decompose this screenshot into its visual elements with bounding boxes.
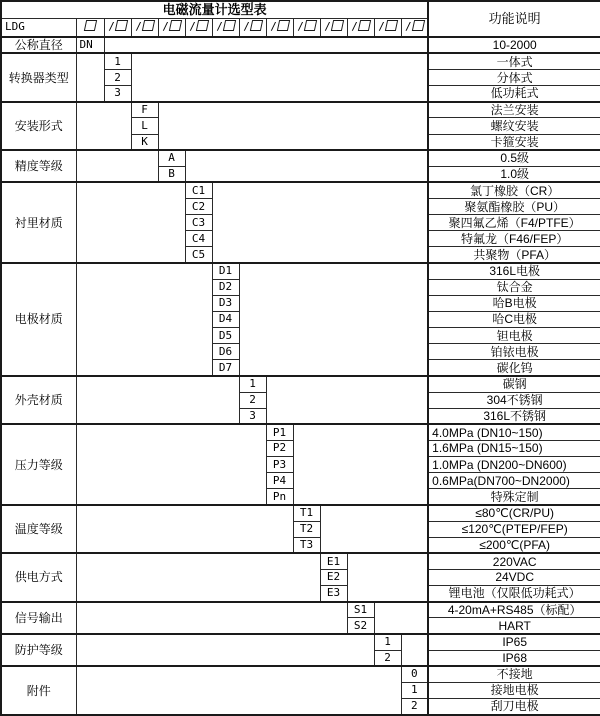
code-box-icon	[223, 20, 236, 31]
desc-cell: 24VDC	[428, 569, 600, 585]
code-cell: T2	[293, 521, 320, 537]
code-cell: T3	[293, 537, 320, 553]
desc-cell: 哈C电极	[428, 311, 600, 327]
desc-cell: 1.0级	[428, 166, 600, 182]
desc-column-header: 功能说明	[428, 1, 600, 37]
code-cell: B	[158, 166, 185, 182]
desc-cell: 聚四氟乙烯（F4/PTFE）	[428, 215, 600, 231]
desc-cell: 特殊定制	[428, 489, 600, 505]
code-cell: 2	[374, 650, 401, 666]
code-cell: E1	[320, 553, 347, 569]
code-cell: C2	[185, 199, 212, 215]
spacer-cell	[76, 53, 104, 101]
code-cell: 0	[401, 666, 428, 682]
desc-cell: 4.0MPa (DN10~150)	[428, 424, 600, 440]
page-title: 电磁流量计选型表	[1, 1, 428, 18]
group-label-installation-form: 安装形式	[1, 102, 76, 150]
spacer-cell	[76, 263, 212, 376]
table-row-installation-form	[1, 102, 600, 118]
spacer-cell	[401, 634, 428, 666]
spacer-cell	[76, 666, 401, 715]
table-row-converter-type	[1, 53, 600, 69]
code-cell: P3	[266, 457, 293, 473]
desc-cell: ≤80℃(CR/PU)	[428, 505, 600, 521]
model-slot-box: /	[320, 18, 347, 37]
desc-cell: 220VAC	[428, 553, 600, 569]
spacer-cell	[76, 505, 293, 553]
spacer-cell	[76, 553, 320, 601]
code-box-icon	[358, 20, 371, 31]
model-slot-box: /	[374, 18, 401, 37]
code-box-icon	[142, 20, 155, 31]
desc-cell: 一体式	[428, 53, 600, 69]
desc-cell: 特氟龙（F46/FEP）	[428, 231, 600, 247]
code-box-icon	[385, 20, 398, 31]
code-cell: T1	[293, 505, 320, 521]
model-first-box	[76, 18, 104, 37]
group-label-protection-class: 防护等级	[1, 634, 76, 666]
code-cell: F	[131, 102, 158, 118]
desc-cell: 卡箍安装	[428, 134, 600, 150]
table-row-lining-material	[1, 182, 600, 198]
table-row-accuracy-class	[1, 150, 600, 166]
group-label-nominal-diameter: 公称直径	[1, 37, 76, 53]
model-slot-box: /	[131, 18, 158, 37]
code-cell: C5	[185, 247, 212, 263]
code-cell: 1	[401, 682, 428, 698]
spacer-cell	[76, 376, 239, 424]
code-cell: Pn	[266, 489, 293, 505]
spacer-cell	[76, 182, 185, 263]
code-box-icon	[331, 20, 344, 31]
desc-cell: 碳化钨	[428, 360, 600, 376]
code-cell: K	[131, 134, 158, 150]
table-row-accessories	[1, 666, 600, 682]
table-row-signal-output	[1, 602, 600, 618]
desc-cell: IP68	[428, 650, 600, 666]
code-cell: 3	[104, 86, 131, 102]
code-box-icon	[250, 20, 263, 31]
code-box-icon	[277, 20, 290, 31]
desc-cell: IP65	[428, 634, 600, 650]
desc-cell: ≤200℃(PFA)	[428, 537, 600, 553]
spacer-cell	[347, 553, 428, 601]
desc-cell: 304不锈钢	[428, 392, 600, 408]
desc-cell: 0.6MPa(DN700~DN2000)	[428, 473, 600, 489]
code-cell: D7	[212, 360, 239, 376]
group-label-signal-output: 信号输出	[1, 602, 76, 634]
spacer-cell	[239, 263, 428, 376]
group-label-lining-material: 衬里材质	[1, 182, 76, 263]
code-cell: D2	[212, 279, 239, 295]
spacer-cell	[320, 505, 428, 553]
desc-cell: 10-2000	[428, 37, 600, 53]
code-cell: L	[131, 118, 158, 134]
code-cell: 1	[239, 376, 266, 392]
desc-cell: ≤120℃(PTEP/FEP)	[428, 521, 600, 537]
spacer-cell	[212, 182, 428, 263]
group-label-housing-material: 外壳材质	[1, 376, 76, 424]
code-box-icon	[84, 20, 97, 31]
spacer-cell	[76, 634, 374, 666]
code-cell: S2	[347, 618, 374, 634]
model-slot-box: /	[212, 18, 239, 37]
code-cell: D6	[212, 344, 239, 360]
model-slot-box: /	[347, 18, 374, 37]
model-slot-box: /	[104, 18, 131, 37]
model-slot-box: /	[158, 18, 185, 37]
group-label-accuracy-class: 精度等级	[1, 150, 76, 182]
table-row-protection-class	[1, 634, 600, 650]
desc-cell: 螺纹安装	[428, 118, 600, 134]
desc-cell: 哈B电极	[428, 295, 600, 311]
code-cell: D4	[212, 311, 239, 327]
group-label-converter-type: 转换器类型	[1, 53, 76, 101]
spacer-cell	[76, 602, 347, 634]
spacer-cell	[76, 424, 266, 505]
code-cell: 3	[239, 408, 266, 424]
code-cell: 2	[104, 70, 131, 86]
code-box-icon	[169, 20, 182, 31]
desc-cell: HART	[428, 618, 600, 634]
code-cell: DN	[76, 37, 104, 53]
spacer-cell	[104, 37, 428, 53]
code-cell: A	[158, 150, 185, 166]
group-label-electrode-material: 电极材质	[1, 263, 76, 376]
table-row-pressure-class	[1, 424, 600, 440]
desc-cell: 低功耗式	[428, 86, 600, 102]
spacer-cell	[158, 102, 428, 150]
model-slot-box: /	[185, 18, 212, 37]
table-row-power-supply	[1, 553, 600, 569]
code-cell: E2	[320, 569, 347, 585]
desc-cell: 氯丁橡胶（CR）	[428, 182, 600, 198]
desc-cell: 316L不锈钢	[428, 408, 600, 424]
code-box-icon	[411, 20, 424, 31]
spacer-cell	[293, 424, 428, 505]
code-cell: 1	[104, 53, 131, 69]
desc-cell: 1.6MPa (DN15~150)	[428, 440, 600, 456]
group-label-power-supply: 供电方式	[1, 553, 76, 601]
desc-cell: 1.0MPa (DN200~DN600)	[428, 457, 600, 473]
code-cell: 2	[401, 698, 428, 715]
code-box-icon	[196, 20, 209, 31]
desc-cell: 共聚物（PFA）	[428, 247, 600, 263]
desc-cell: 分体式	[428, 70, 600, 86]
model-slot-box: /	[266, 18, 293, 37]
desc-cell: 0.5级	[428, 150, 600, 166]
code-cell: D5	[212, 328, 239, 344]
desc-cell: 316L电极	[428, 263, 600, 279]
desc-cell: 碳钢	[428, 376, 600, 392]
code-cell: E3	[320, 586, 347, 602]
table-row-temperature-class	[1, 505, 600, 521]
spacer-cell	[76, 102, 131, 150]
code-cell: S1	[347, 602, 374, 618]
desc-cell: 钛合金	[428, 279, 600, 295]
code-cell: D3	[212, 295, 239, 311]
spacer-cell	[266, 376, 428, 424]
code-cell: 1	[374, 634, 401, 650]
code-box-icon	[304, 20, 317, 31]
spacer-cell	[374, 602, 428, 634]
code-cell: P1	[266, 424, 293, 440]
desc-cell: 聚氨酯橡胶（PU）	[428, 199, 600, 215]
model-slot-box: /	[401, 18, 428, 37]
desc-cell: 锂电池（仅限低功耗式）	[428, 586, 600, 602]
code-cell: C1	[185, 182, 212, 198]
model-slot-box: /	[293, 18, 320, 37]
code-cell: 2	[239, 392, 266, 408]
code-cell: P2	[266, 440, 293, 456]
desc-cell: 刮刀电极	[428, 698, 600, 715]
desc-cell: 铂铱电极	[428, 344, 600, 360]
code-cell: C3	[185, 215, 212, 231]
spacer-cell	[76, 150, 158, 182]
code-box-icon	[115, 20, 128, 31]
group-label-temperature-class: 温度等级	[1, 505, 76, 553]
table-row-housing-material	[1, 376, 600, 392]
desc-cell: 法兰安装	[428, 102, 600, 118]
desc-cell: 4-20mA+RS485（标配）	[428, 602, 600, 618]
code-cell: D1	[212, 263, 239, 279]
code-cell: P4	[266, 473, 293, 489]
desc-cell: 接地电极	[428, 682, 600, 698]
group-label-pressure-class: 压力等级	[1, 424, 76, 505]
model-slot-box: /	[239, 18, 266, 37]
spacer-cell	[131, 53, 428, 101]
spacer-cell	[185, 150, 428, 182]
code-cell: C4	[185, 231, 212, 247]
table-row-nominal-diameter	[1, 37, 600, 53]
group-label-accessories: 附件	[1, 666, 76, 715]
model-prefix: LDG	[1, 18, 76, 37]
desc-cell: 钽电极	[428, 328, 600, 344]
table-row-electrode-material	[1, 263, 600, 279]
desc-cell: 不接地	[428, 666, 600, 682]
